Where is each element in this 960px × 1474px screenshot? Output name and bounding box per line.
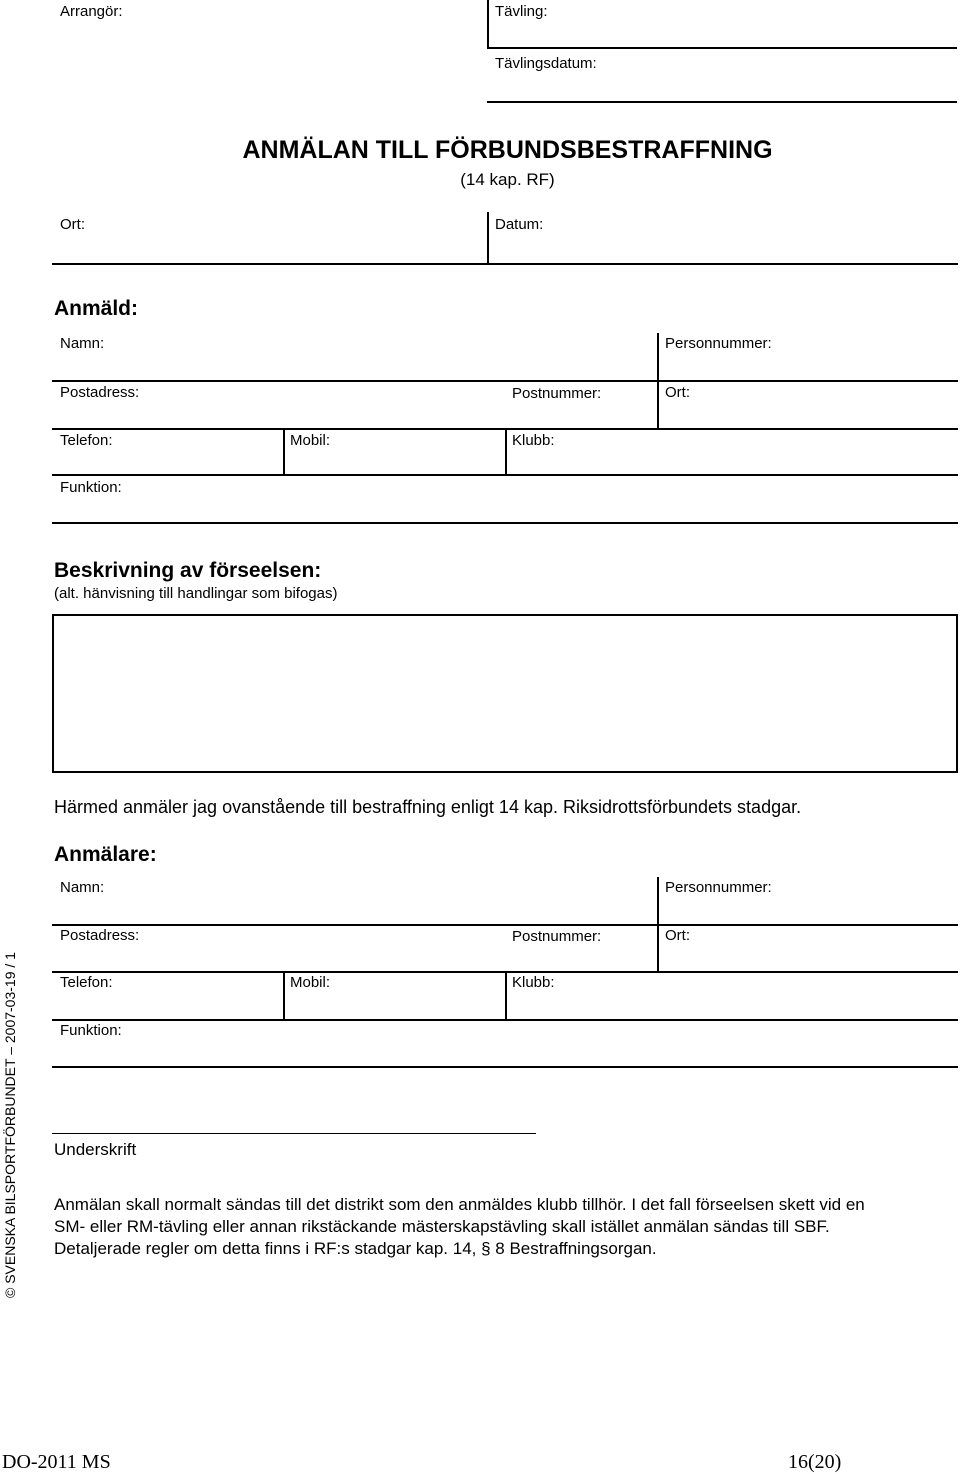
anmalare-telefon-label: Telefon: [60,974,113,991]
anmalare-namn-label: Namn: [60,879,105,896]
anmald-ort-label: Ort: [665,384,690,401]
notes-line: Anmälan skall normalt sändas till det distrikt som den anmäldes klubb tillhör. I det fall förseelsen skett vid en [54,1195,865,1214]
anmalare-funktion-label: Funktion: [60,1022,122,1039]
tavling-label: Tävling: [495,3,548,20]
anmalare-mobil-label: Mobil: [290,974,331,991]
anmalare-divider [505,972,507,1020]
page-number: 16(20) [788,1451,842,1473]
notes-line: Detaljerade regler om detta finns i RF:s stadgar kap. 14, § 8 Bestraffningsorgan. [54,1239,657,1258]
anmalare-ort-label: Ort: [665,927,690,944]
anmalare-namn-field[interactable] [52,924,958,926]
ort-datum-divider [487,212,489,264]
anmald-klubb-label: Klubb: [512,432,555,449]
signature-line[interactable] [52,1133,536,1134]
ort-datum-field-line[interactable] [52,263,958,265]
anmald-personnummer-label: Personnummer: [665,335,772,352]
anmalare-telefon-field[interactable] [52,1019,958,1021]
copyright-notice: © SVENSKA BILSPORTFÖRBUNDET – 2007-03-19 / 1 [2,952,18,1298]
datum-label: Datum: [495,216,544,233]
anmald-telefon-field[interactable] [52,474,958,476]
description-value [54,616,956,628]
anmald-funktion-field[interactable] [52,522,958,524]
tavlingsdatum-label: Tävlingsdatum: [495,55,597,72]
signature-label: Underskrift [54,1140,137,1159]
anmalare-heading: Anmälare: [54,843,157,866]
anmalare-postnummer-label: Postnummer: [512,928,602,945]
anmald-namn-label: Namn: [60,335,105,352]
anmald-telefon-label: Telefon: [60,432,113,449]
anmald-postnummer-label: Postnummer: [512,385,602,402]
anmalare-divider [657,877,659,925]
page-subtitle: (14 kap. RF) [460,170,555,189]
anmald-divider [657,333,659,381]
anmald-divider [657,381,659,429]
ort-label: Ort: [60,216,85,233]
anmald-funktion-label: Funktion: [60,479,122,496]
declaration-text: Härmed anmäler jag ovanstående till bestraffning enligt 14 kap. Riksidrottsförbundets stadgar. [54,797,802,817]
anmald-divider [505,429,507,475]
anmald-divider [283,429,285,475]
header-divider [487,0,489,48]
anmalare-klubb-label: Klubb: [512,974,555,991]
anmalare-postadress-label: Postadress: [60,927,140,944]
description-subheading: (alt. hänvisning till handlingar som bifogas) [54,585,338,602]
notes-line: SM- eller RM-tävling eller annan rikstäckande mästerskapstävling skall istället anmälan sändas till SBF. [54,1217,830,1236]
anmalare-divider [657,925,659,972]
tavlingsdatum-field-line[interactable] [487,101,957,103]
anmald-mobil-label: Mobil: [290,432,331,449]
arrangor-label: Arrangör: [60,3,123,20]
page-title: ANMÄLAN TILL FÖRBUNDSBESTRAFFNING [242,136,773,164]
description-heading: Beskrivning av förseelsen: [54,559,322,582]
tavling-field-line[interactable] [487,47,957,49]
anmald-heading: Anmäld: [54,297,138,320]
description-textarea[interactable] [52,614,958,773]
anmald-postadress-label: Postadress: [60,384,140,401]
anmalare-divider [283,972,285,1020]
document-code: DO-2011 MS [2,1451,111,1473]
anmalare-personnummer-label: Personnummer: [665,879,772,896]
anmald-namn-field[interactable] [52,380,958,382]
anmalare-funktion-field[interactable] [52,1066,958,1068]
